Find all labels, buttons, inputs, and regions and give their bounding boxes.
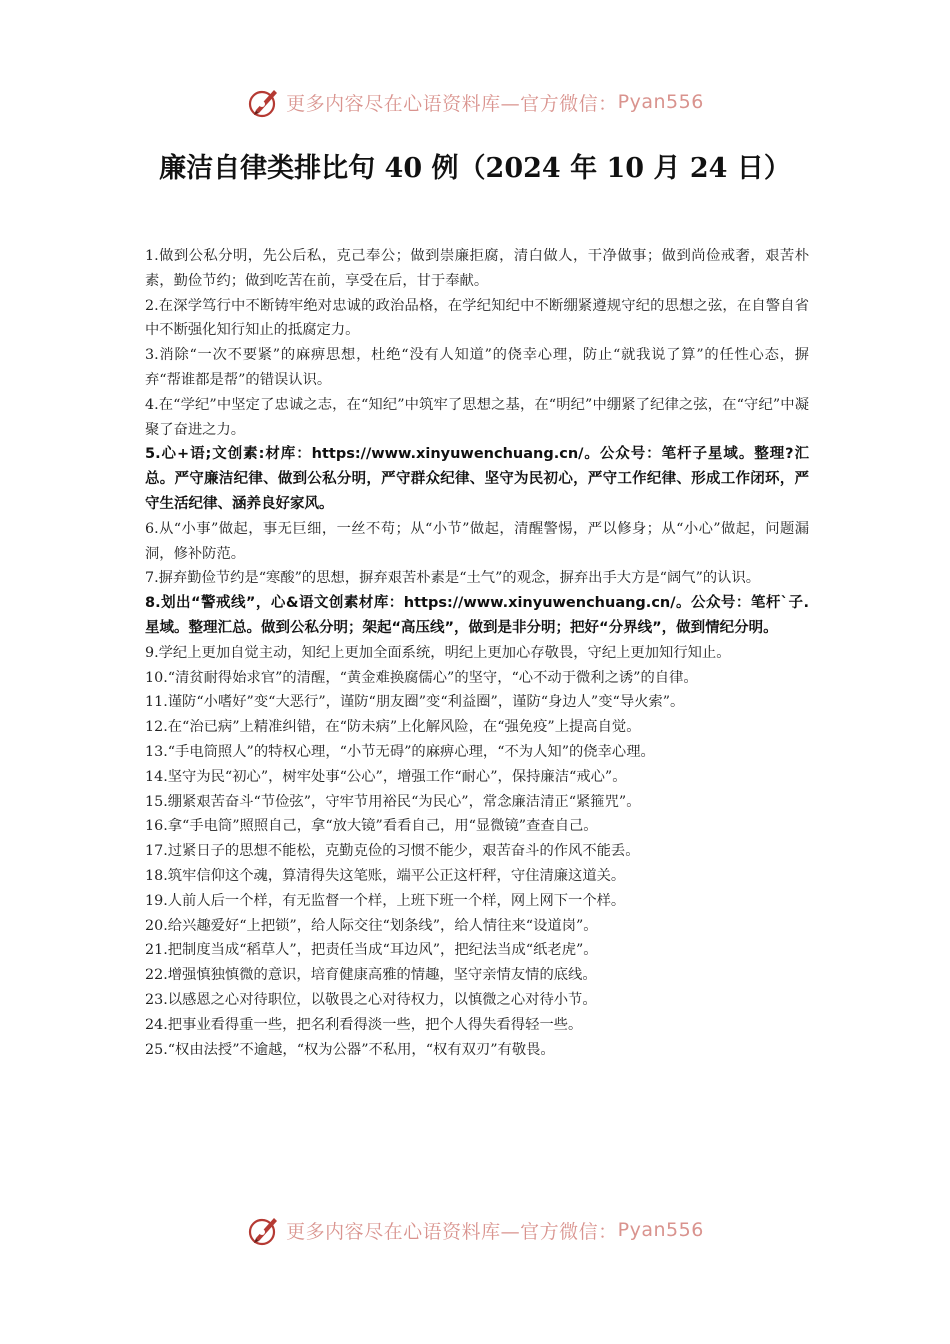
list-item: 21.把制度当成“稻草人”，把责任当成“耳边风”，把纪法当成“纸老虎”。: [145, 942, 598, 959]
header-banner: [0, 82, 950, 122]
list-item: 3.消除“一次不要紧”的麻痹思想，杜绝“没有人知道”的侥幸心理，防止“就我说了算”的任性心态，摒弃“帮谁都是帮”的错误认识。: [145, 347, 809, 388]
list-item: 16.拿“手电筒”照照自己，拿“放大镜”看看自己，用“显微镜”查查自己。: [145, 818, 598, 835]
list-item: 14.坚守为民“初心”，树牢处事“公心”，增强工作“耐心”，保持廉洁“戒心”。: [145, 768, 627, 785]
list-item: 9.学纪上更加自觉主动，知纪上更加全面系统，明纪上更加心存敬畏，守纪上更加知行知止。: [145, 644, 731, 661]
pen-logo-icon: [246, 1212, 282, 1248]
list-item: 18.筑牢信仰这个魂，算清得失这笔账，端平公正这杆秤，守住清廉这道关。: [145, 867, 626, 884]
list-item: 22.增强慎独慎微的意识，培育健康高雅的情趣，坚守亲情友情的底线。: [145, 967, 597, 984]
banner-wechat-id: Pyan556: [617, 91, 704, 113]
pen-logo-icon: [246, 84, 282, 120]
list-item: 1.做到公私分明，先公后私，克己奉公；做到崇廉拒腐，清白做人，干净做事；做到尚俭戒奢，艰苦朴素，勤俭节约；做到吃苦在前，享受在后，甘于奉献。: [145, 248, 809, 289]
page-title: 廉洁自律类排比句 40 例（2024 年 10 月 24 日）: [159, 153, 791, 184]
list-item: 19.人前人后一个样，有无监督一个样，上班下班一个样，网上网下一个样。: [145, 892, 626, 909]
list-item: 20.给兴趣爱好“上把锁”，给人际交往“划条线”，给人情往来“设道岗”。: [145, 917, 598, 934]
list-item: 10.“清贫耐得始求官”的清醒，“黄金难换腐儒心”的坚守，“心不动于微利之诱”的自律。: [145, 669, 698, 686]
banner-wechat-id: Pyan556: [617, 1219, 704, 1241]
list-item: 2.在深学笃行中不断铸牢绝对忠诚的政治品格，在学纪知纪中不断绷紧遵规守纪的思想之弦，在自警自省中不断强化知行知止的抵腐定力。: [145, 297, 809, 339]
list-item: 13.“手电筒照人”的特权心理，“小节无碍”的麻痹心理，“不为人知”的侥幸心理。: [145, 743, 655, 760]
list-item: 17.过紧日子的思想不能松，克勤克俭的习惯不能少，艰苦奋斗的作风不能丢。: [145, 843, 640, 860]
list-item: 8.划出“警戒线”，心&语文创素材库：https://www.xinyuwenchuang.cn/。公众号：笔杆`子.星域。整理汇总。做到公私分明；架起“高压线”，做到是非分明；把好“分界线”，做到情纪分明。: [145, 595, 809, 636]
banner-text: 更多内容尽在心语资料库—官方微信：: [286, 1220, 618, 1243]
item-list: [145, 244, 809, 1062]
list-item: 4.在“学纪”中坚定了忠诚之志，在“知纪”中筑牢了思想之基，在“明纪”中绷紧了纪律之弦，在“守纪”中凝聚了奋进之力。: [145, 396, 809, 438]
footer-banner: [0, 1210, 950, 1250]
list-item: 11.谨防“小嗜好”变“大恶行”，谨防“朋友圈”变“利益圈”，谨防“身边人”变“导火索”。: [145, 694, 685, 711]
list-item: 23.以感恩之心对待职位，以敬畏之心对待权力，以慎微之心对待小节。: [145, 991, 597, 1008]
list-item: 6.从“小事”做起，事无巨细，一丝不苟；从“小节”做起，清醒警惕，严以修身；从“小心”做起，问题漏洞，修补防范。: [145, 520, 809, 562]
list-item: 7.摒弃勤俭节约是“寒酸”的思想，摒弃艰苦朴素是“土气”的观念，摒弃出手大方是“阔气”的认识。: [145, 570, 761, 587]
list-item: 24.把事业看得重一些，把名利看得淡一些，把个人得失看得轻一些。: [145, 1016, 583, 1033]
banner-text: 更多内容尽在心语资料库—官方微信：: [286, 92, 618, 115]
list-item: 15.绷紧艰苦奋斗“节俭弦”，守牢节用裕民“为民心”，常念廉洁清正“紧箍咒”。: [145, 793, 641, 810]
list-item: 5.心+语;文创素:材库：https://www.xinyuwenchuang.cn/。公众号：笔杆子星域。整理?汇总。严守廉洁纪律、做到公私分明，严守群众纪律、坚守为民初心，严守工作纪律、形成工作闭环，严守生活纪律、涵养良好家风。: [145, 446, 809, 512]
list-item: 25.“权由法授”不逾越，“权为公器”不私用，“权有双刃”有敬畏。: [145, 1041, 555, 1058]
list-item: 12.在“治已病”上精准纠错，在“防未病”上化解风险，在“强免疫”上提高自觉。: [145, 719, 641, 736]
